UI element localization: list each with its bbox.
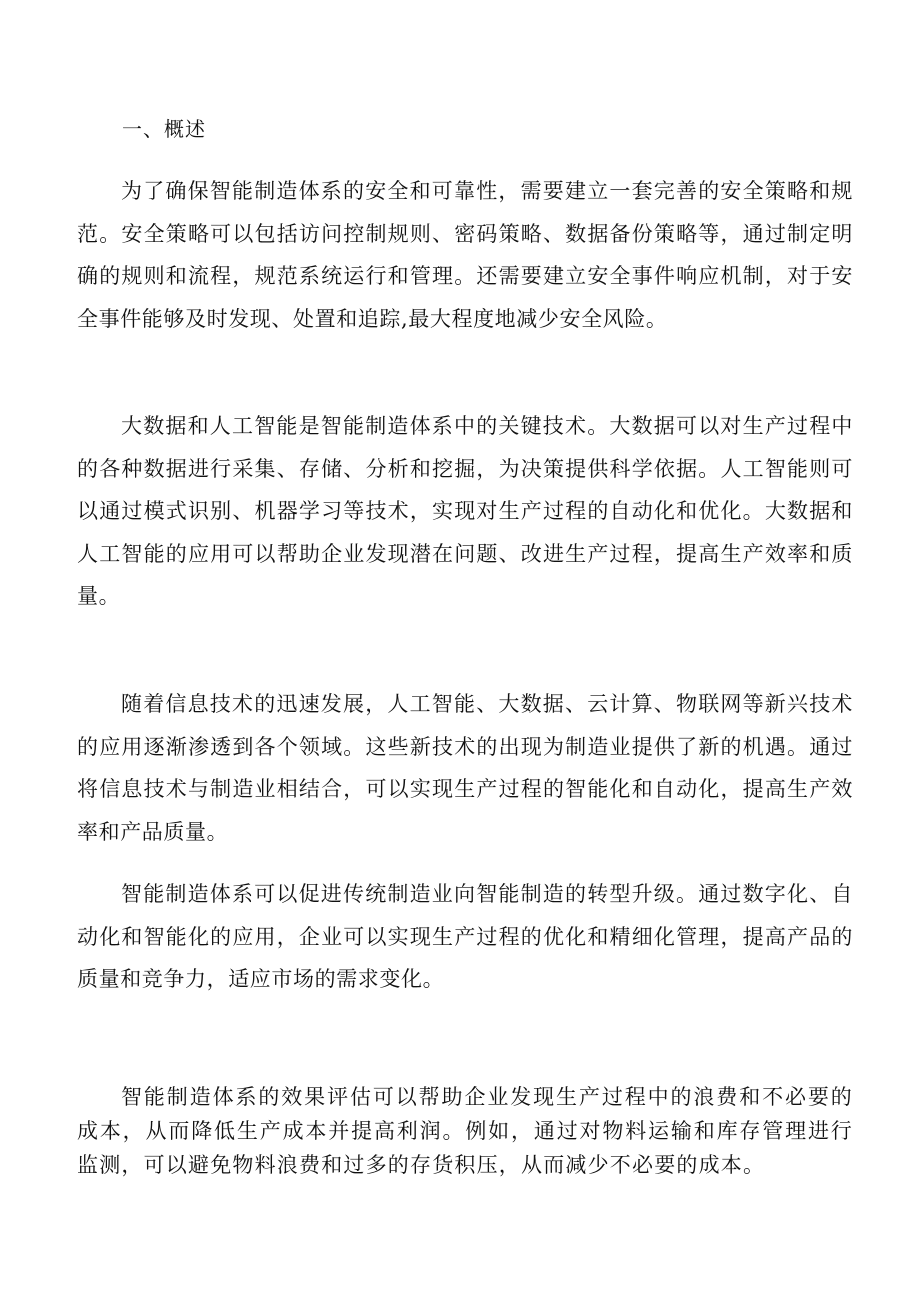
paragraph-effect-evaluation: 智能制造体系的效果评估可以帮助企业发现生产过程中的浪费和不必要的成本，从而降低生产成本并提高利润。例如，通过对物料运输和库存管理进行监测，可以避免物料浪费和过多的存货积压，从而减少不必要的成本。 <box>77 1085 853 1177</box>
paragraph-information-technology: 随着信息技术的迅速发展，人工智能、大数据、云计算、物联网等新兴技术的应用逐渐渗透到各个领域。这些新技术的出现为制造业提供了新的机遇。通过将信息技术与制造业相结合，可以实现生产过程的智能化和自动化，提高生产效率和产品质量。 <box>77 692 853 844</box>
paragraph-big-data-ai: 大数据和人工智能是智能制造体系中的关键技术。大数据可以对生产过程中的各种数据进行采集、存储、分析和挖掘，为决策提供科学依据。人工智能则可以通过模式识别、机器学习等技术，实现对生产过程的自动化和优化。大数据和人工智能的应用可以帮助企业发现潜在问题、改进生产过程，提高生产效率和质量。 <box>77 414 853 608</box>
paragraph-transformation-upgrade: 智能制造体系可以促进传统制造业向智能制造的转型升级。通过数字化、自动化和智能化的应用，企业可以实现生产过程的优化和精细化管理，提高产品的质量和竞争力，适应市场的需求变化。 <box>77 882 853 991</box>
paragraph-security-policy: 为了确保智能制造体系的安全和可靠性，需要建立一套完善的安全策略和规范。安全策略可以包括访问控制规则、密码策略、数据备份策略等，通过制定明确的规则和流程，规范系统运行和管理。还需要建立安全事件响应机制，对于安全事件能够及时发现、处置和追踪,最大程度地减少安全风险。 <box>77 179 853 331</box>
section-heading: 一、概述 <box>122 117 206 141</box>
